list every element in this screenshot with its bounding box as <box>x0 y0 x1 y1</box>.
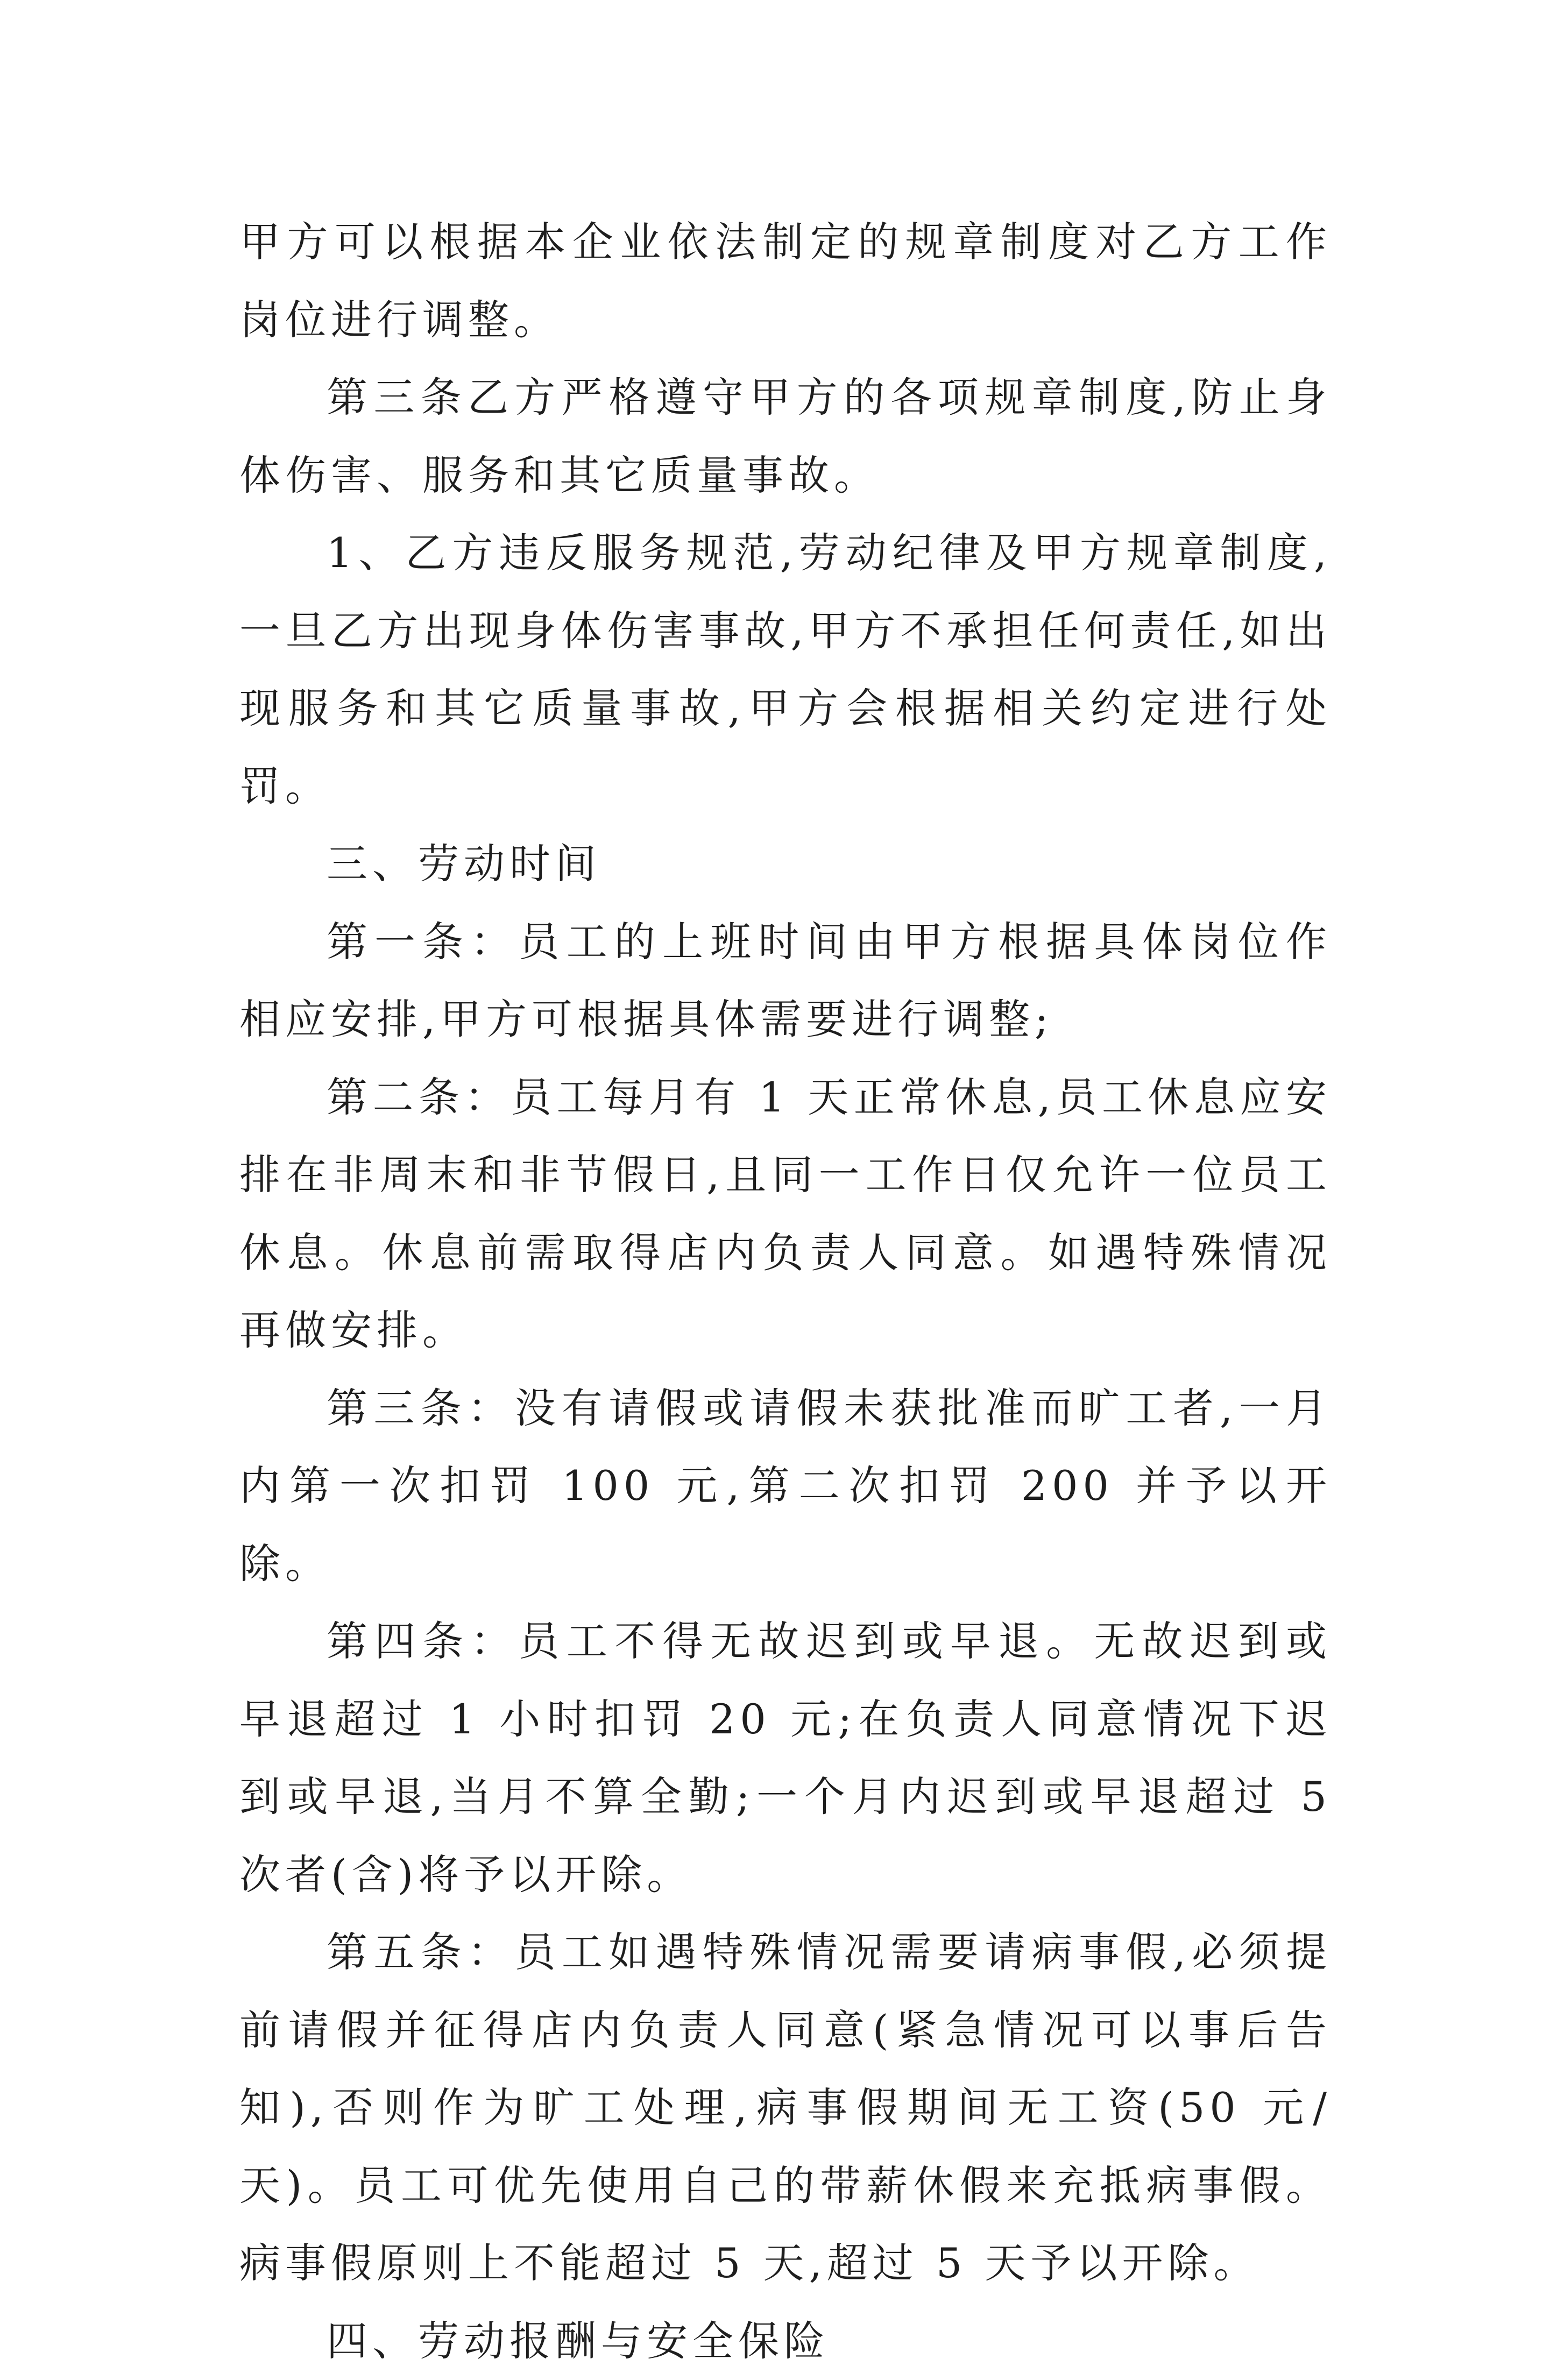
paragraph-article-5-leave: 第五条：员工如遇特殊情况需要请病事假,必须提前请假并征得店内负责人同意(紧急情况可以事后告知),否则作为旷工处理,病事假期间无工资(50 元/天)。员工可优先使用自己的带薪休假来充抵病事假。病事假原则上不能超过 5 天,超过 5 天予以开除。 <box>239 1914 1332 2303</box>
document-body <box>239 203 1332 2380</box>
section-heading-working-hours: 三、劳动时间 <box>239 825 1332 903</box>
paragraph-article-4-lateness: 第四条：员工不得无故迟到或早退。无故迟到或早退超过 1 小时扣罚 20 元;在负责人同意情况下迟到或早退,当月不算全勤;一个月内迟到或早退超过 5 次者(含)将予以开除。 <box>239 1603 1332 1914</box>
paragraph-article-2-rest-days: 第二条：员工每月有 1 天正常休息,员工休息应安排在非周末和非节假日,且同一工作日仅允许一位员工休息。休息前需取得店内负责人同意。如遇特殊情况再做安排。 <box>239 1059 1332 1370</box>
paragraph-article-1-schedule: 第一条：员工的上班时间由甲方根据具体岗位作相应安排,甲方可根据具体需要进行调整; <box>239 903 1332 1059</box>
section-heading-compensation-insurance: 四、劳动报酬与安全保险 <box>239 2303 1332 2380</box>
paragraph-job-adjustment: 甲方可以根据本企业依法制定的规章制度对乙方工作岗位进行调整。 <box>239 203 1332 359</box>
paragraph-article-3-absence: 第三条：没有请假或请假未获批准而旷工者,一月内第一次扣罚 100 元,第二次扣罚 200 并予以开除。 <box>239 1370 1332 1603</box>
paragraph-article-3-rules: 第三条乙方严格遵守甲方的各项规章制度,防止身体伤害、服务和其它质量事故。 <box>239 359 1332 514</box>
paragraph-item-1-violations: 1、乙方违反服务规范,劳动纪律及甲方规章制度,一旦乙方出现身体伤害事故,甲方不承担任何责任,如出现服务和其它质量事故,甲方会根据相关约定进行处罚。 <box>239 514 1332 825</box>
